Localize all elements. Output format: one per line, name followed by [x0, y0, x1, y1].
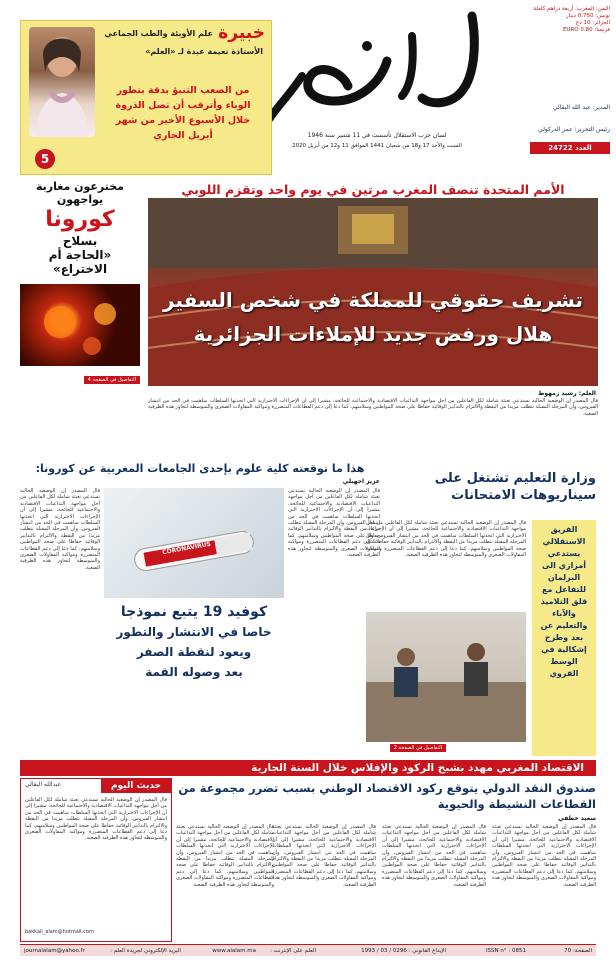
promo-subtitle: علم الأوبئة والطب الجماعي [104, 29, 213, 38]
covid-subhead-line2: خاصا في الانتشار والتطور [116, 625, 272, 639]
main-headline-1[interactable]: تشريف حقوقي للمملكة في شخص السفير [163, 288, 583, 312]
column-author: عبدالله البقالي [25, 781, 62, 788]
left-promo-line3: كورونا [45, 207, 115, 232]
left-promo-details[interactable]: التفاصيل في الصفحة 4 [84, 376, 140, 384]
education-side-box [532, 520, 596, 756]
page-number-badge: 5 [35, 149, 55, 169]
main-story-photo [148, 198, 598, 386]
covid-headline[interactable]: هذا ما توقعته كلية علوم بإحدى الجامعات المغربية عن كورونا: [35, 462, 365, 475]
footer-issn: ISSN n° : 0851 [485, 948, 526, 954]
promo-quote: من الصعب التنبؤ بدقة بتطور الوباء وأترقب أن نصل الذروة خلال الأسبوع الأخير من شهر أبريل الجاري [115, 85, 251, 141]
virus-image [20, 284, 140, 366]
footer-bar [20, 944, 596, 956]
economy-headline[interactable]: صندوق النقد الدولي يتوقع ركود الاقتصاد الوطني بسبب تضرر مجموعة من القطاعات النشيطة والحيوية [178, 781, 596, 811]
masthead [0, 0, 616, 166]
left-promo[interactable] [20, 180, 140, 445]
date-line: السبت والأحد 17 و18 من شعبان 1441 الموافق 11 و12 من أبريل 2020 [292, 143, 462, 149]
footer-website-label: العلم على الإنترنت : [270, 948, 316, 954]
issue-number: العدد 24722 [530, 142, 610, 154]
covid-subhead-line1: كوفيد 19 يتبع نموذجا [120, 604, 268, 620]
expert-photo [29, 27, 95, 137]
education-side-text: الفريق الاستقلالي يستدعي أمزازي الى البرلمان للتفاعل مع قلق التلاميذ والآباء والتعليم عن بعد وطرح إشكالية في الوسط القروي [540, 525, 588, 678]
price-line: الثمن: المغرب: أربعة دراهم كاملة [533, 6, 610, 12]
price-line: الجزائر: 10 دج [575, 20, 610, 26]
parliament-photo-icon [366, 612, 526, 742]
economy-body-1: قال المصدر إن الوضعية الحالية تستدعي تعبئة شاملة لكل الفاعلين من أجل مواجهة التداعيات الاقتصادية والاجتماعية للجائحة، مشيرا إلى أن الإجراءات الاحترازية التي اتخذتها السلطات ساهمت في الحد من انتشار الفيروس، وأن المرحلة المقبلة تتطلب مزيدا من اليقظة والالتزام بالتدابير الوقائية حفاظا على صحة المواطنين وسلامتهم، كما دعا إلى دعم القطاعات المتضررة ومواكبة المقاولات الصغرى والمتوسطة لتجاوز هذه الظرفية الصعبة. [492, 824, 596, 888]
price-line: تونس: 0,750 دينار [565, 13, 610, 19]
promo-name: الأستاذة نعيمة عبدة لـ «العلم» [145, 47, 263, 56]
footer-website[interactable]: www.alalam.ma [212, 948, 256, 954]
left-promo-line5: «الحاجة أم [48, 248, 112, 262]
top-promo-box[interactable] [20, 20, 272, 175]
left-promo-line4: بسلاح [62, 234, 98, 248]
main-story-body: قال المصدر إن الوضعية الحالية تستدعي تعبئة شاملة لكل الفاعلين من أجل مواجهة التداعيات الاقتصادية والاجتماعية للجائحة، مشيرا إلى أن الإجراءات الاحترازية التي اتخذتها السلطات ساهمت في الحد من انتشار الفيروس، وأن المرحلة المقبلة تتطلب مزيدا من اليقظة والالتزام بالتدابير الوقائية حفاظا على صحة المواطنين وسلامتهم، كما دعا إلى دعم القطاعات المتضررة ومواكبة المقاولات الصغرى والمتوسطة لتجاوز هذه الظرفية الصعبة. [148, 398, 598, 417]
column-body: قال المصدر إن الوضعية الحالية تستدعي تعبئة شاملة لكل الفاعلين من أجل مواجهة التداعيات الاقتصادية والاجتماعية للجائحة، مشيرا إلى أن الإجراءات الاحترازية التي اتخذتها السلطات ساهمت في الحد من انتشار الفيروس، وأن المرحلة المقبلة تتطلب مزيدا من اليقظة والالتزام بالتدابير الوقائية حفاظا على صحة المواطنين وسلامتهم، كما دعا إلى دعم القطاعات المتضررة ومواكبة المقاولات الصغرى والمتوسطة لتجاوز هذه الظرفية الصعبة. [25, 797, 167, 842]
price-block [502, 6, 610, 34]
economy-body-4: قال المصدر إن الوضعية الحالية تستدعي تعبئة شاملة لكل الفاعلين من أجل مواجهة التداعيات الاقتصادية والاجتماعية للجائحة، مشيرا إلى أن الإجراءات الاحترازية التي اتخذتها السلطات ساهمت في الحد من انتشار الفيروس، وأن المرحلة المقبلة تتطلب مزيدا من اليقظة والالتزام بالتدابير الوقائية حفاظا على صحة المواطنين وسلامتهم، كما دعا إلى دعم القطاعات المتضررة ومواكبة المقاولات الصغرى والمتوسطة لتجاوز هذه الظرفية الصعبة. [176, 824, 274, 888]
economy-body-2: قال المصدر إن الوضعية الحالية تستدعي تعبئة شاملة لكل الفاعلين من أجل مواجهة التداعيات الاقتصادية والاجتماعية للجائحة، مشيرا إلى أن الإجراءات الاحترازية التي اتخذتها السلطات ساهمت في الحد من انتشار الفيروس، وأن المرحلة المقبلة تتطلب مزيدا من اليقظة والالتزام بالتدابير الوقائية حفاظا على صحة المواطنين وسلامتهم، كما دعا إلى دعم القطاعات المتضررة ومواكبة المقاولات الصغرى والمتوسطة لتجاوز هذه الظرفية الصعبة. [382, 824, 486, 888]
left-promo-line6: الاختراع» [52, 262, 108, 276]
left-promo-line1: مخترعون مغاربة [36, 180, 124, 193]
education-headline[interactable]: وزارة التعليم تشتغل على سيناريوهات الامتحانات [434, 471, 596, 503]
main-story-byline: العلم: رشيد زمهوط [538, 390, 596, 397]
footer-deposit: الإيداع القانوني : 0296 / 03 / 1993 [361, 948, 446, 954]
covid-body-col3: قال المصدر إن الوضعية الحالية تستدعي تعبئة شاملة لكل الفاعلين من أجل مواجهة التداعيات الاقتصادية والاجتماعية للجائحة، مشيرا إلى أن الإجراءات الاحترازية التي اتخذتها السلطات ساهمت في الحد من انتشار الفيروس، وأن المرحلة المقبلة تتطلب مزيدا من اليقظة والالتزام بالتدابير الوقائية حفاظا على صحة المواطنين وسلامتهم، كما دعا إلى دعم القطاعات المتضررة ومواكبة المقاولات الصغرى والمتوسطة لتجاوز هذه الظرفية الصعبة. [20, 488, 100, 571]
covid-subhead-line4: بعد وصوله القمة [145, 665, 243, 679]
education-photo [366, 612, 526, 742]
covid-tube-photo [104, 488, 284, 598]
education-details[interactable]: التفاصيل في الصفحة 2 [390, 744, 446, 752]
column-title: حديث اليوم [101, 779, 171, 793]
promo-title: خبيرة [218, 23, 265, 43]
economy-body-3: قال المصدر إن الوضعية الحالية تستدعي تعبئة شاملة لكل الفاعلين من أجل مواجهة التداعيات الاقتصادية والاجتماعية للجائحة، مشيرا إلى أن الإجراءات الاحترازية التي اتخذتها السلطات ساهمت في الحد من انتشار الفيروس، وأن المرحلة المقبلة تتطلب مزيدا من اليقظة والالتزام بالتدابير الوقائية حفاظا على صحة المواطنين وسلامتهم، كما دعا إلى دعم القطاعات المتضررة ومواكبة المقاولات الصغرى والمتوسطة لتجاوز هذه الظرفية الصعبة. [272, 824, 376, 888]
slogan: لسان حزب الاستقلال تأسست في 11 شتنبر سنة 1946 [307, 132, 447, 139]
covid-body-col1: قال المصدر إن الوضعية الحالية تستدعي تعبئة شاملة لكل الفاعلين من أجل مواجهة التداعيات الاقتصادية والاجتماعية للجائحة، مشيرا إلى أن الإجراءات الاحترازية التي اتخذتها السلطات ساهمت في الحد من انتشار الفيروس، وأن المرحلة المقبلة تتطلب مزيدا من اليقظة والالتزام بالتدابير الوقائية حفاظا على صحة المواطنين وسلامتهم، كما دعا إلى دعم القطاعات المتضررة ومواكبة المقاولات الصغرى والمتوسطة لتجاوز هذه الظرفية الصعبة. [288, 488, 380, 559]
covid-subhead-line3: ويعود لنقطة الصفر [136, 645, 252, 659]
footer-email[interactable]: journalalam@yahoo.fr [24, 948, 85, 954]
director: المدير: عبد الله البقالي [552, 104, 610, 111]
main-story-kicker: الأمم المتحدة تنصف المغرب مرتين في يوم واحد وتقزم اللوبي [181, 182, 565, 197]
covid-subhead [104, 602, 284, 682]
column-box [20, 778, 172, 942]
virus-icon [20, 284, 140, 366]
tube-label: CORONAVIRUS [161, 540, 212, 557]
economy-kicker: الاقتصاد المغربي مهدد بشبح الركود والإفلاس خلال السنة الجارية [20, 760, 596, 776]
footer-pages: الصفحة: 70 [564, 948, 592, 954]
price-line: فرنسا: 0.80 EURO [562, 27, 610, 33]
logo-calligraphy-icon [262, 6, 492, 126]
newspaper-logo [262, 6, 492, 126]
economy-byline: سعيد خطفي [558, 815, 596, 822]
main-headline-2[interactable]: هلال ورفض جديد للإملاءات الجزائرية [193, 322, 553, 346]
left-promo-line2: يواجهون [56, 193, 104, 206]
education-body: قال المصدر إن الوضعية الحالية تستدعي تعبئة شاملة لكل الفاعلين من أجل مواجهة التداعيات الاقتصادية والاجتماعية للجائحة، مشيرا إلى أن الإجراءات الاحترازية التي اتخذتها السلطات ساهمت في الحد من انتشار الفيروس، وأن المرحلة المقبلة تتطلب مزيدا من اليقظة والالتزام بالتدابير الوقائية حفاظا على صحة المواطنين وسلامتهم، كما دعا إلى دعم القطاعات المتضررة ومواكبة المقاولات الصغرى والمتوسطة لتجاوز هذه الظرفية الصعبة. [366, 520, 526, 559]
column-email[interactable]: bakkali_alam@hotmail.com [25, 929, 94, 935]
covid-byline: عزيز اجهبلي [342, 478, 380, 485]
footer-email-label: البريد الإلكتروني لجريدة العلم : [110, 948, 181, 954]
editor-chief: رئيس التحرير: عمر الدركولي [538, 126, 610, 133]
